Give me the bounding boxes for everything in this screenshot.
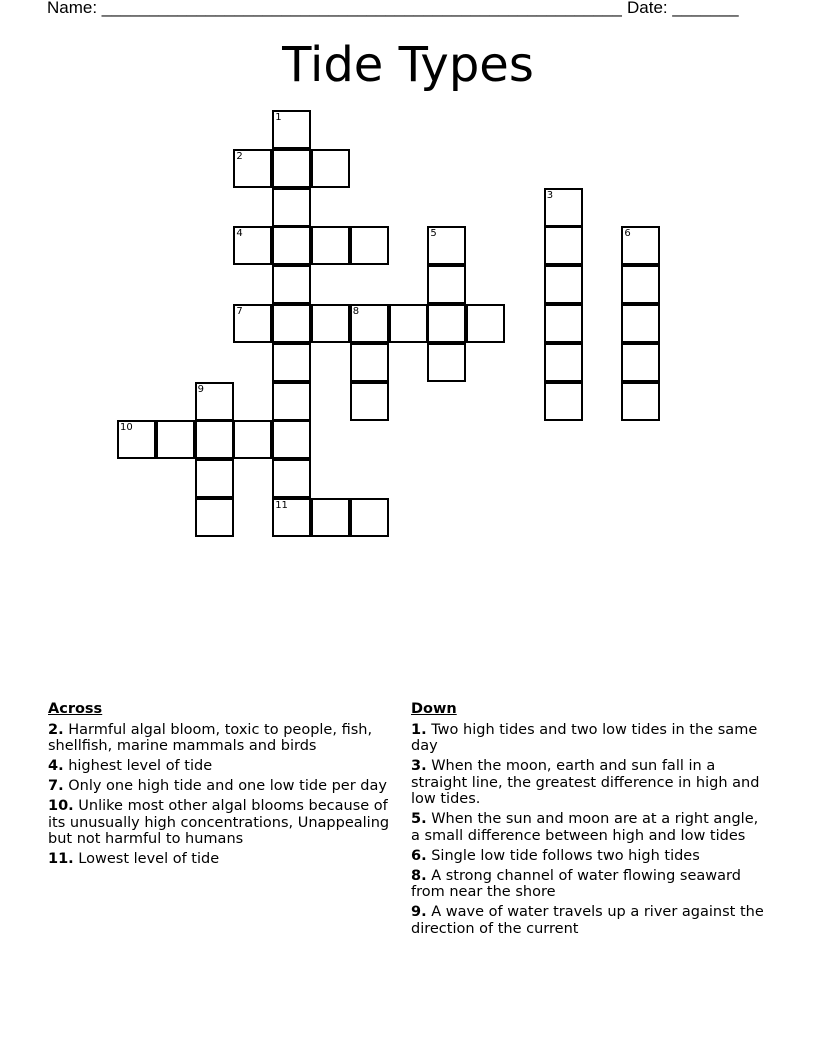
across-clues (48, 701, 398, 871)
crossword-cell[interactable] (233, 226, 272, 265)
crossword-cell[interactable] (195, 459, 234, 498)
clue-text: Only one high tide and one low tide per day (68, 778, 387, 794)
crossword-cell[interactable] (233, 304, 272, 343)
crossword-cell[interactable] (272, 459, 311, 498)
clue-text: Single low tide follows two high tides (431, 847, 700, 864)
cell-number: 10 (120, 422, 133, 434)
crossword-cell[interactable] (233, 420, 272, 459)
clue-text: Two high tides and two low tides in the same day (411, 721, 758, 754)
clue-number: 1. (411, 721, 427, 738)
clue-item (48, 798, 398, 848)
crossword-cell[interactable] (544, 188, 583, 227)
clue-text: When the sun and moon are at a right angle, a small difference between high and low tides (411, 811, 759, 844)
crossword-cell[interactable] (272, 265, 311, 304)
crossword-cell[interactable] (350, 343, 389, 382)
date-field-label: Date: _______ (627, 0, 739, 17)
crossword-cell[interactable] (233, 149, 272, 188)
clue-number: 4. (48, 758, 64, 774)
crossword-cell[interactable] (311, 226, 350, 265)
crossword-cell[interactable] (195, 420, 234, 459)
cell-number: 7 (236, 306, 243, 317)
crossword-cell[interactable] (621, 382, 660, 421)
crossword-cell[interactable] (195, 382, 234, 421)
name-field-label: Name: _______________________________________________________ (47, 0, 622, 17)
clue-text: A strong channel of water flowing seaward from near the shore (411, 867, 741, 900)
down-heading: Down (411, 701, 457, 717)
clue-item (411, 758, 771, 808)
crossword-cell[interactable] (544, 382, 583, 421)
crossword-cell[interactable] (466, 304, 505, 343)
crossword-cell[interactable] (117, 420, 156, 459)
clue-number: 3. (411, 758, 427, 774)
crossword-cell[interactable] (544, 226, 583, 265)
clue-number: 7. (48, 778, 64, 794)
cell-number: 6 (624, 228, 631, 240)
cell-number: 8 (352, 306, 360, 317)
across-clue-list (48, 722, 398, 868)
clue-text: Unlike most other algal blooms because of its unusually high concentrations, Unappealing but not harmful to humans (48, 798, 390, 847)
crossword-cell[interactable] (350, 498, 389, 537)
crossword-cell[interactable] (544, 343, 583, 382)
crossword-cell[interactable] (621, 304, 660, 343)
crossword-cell[interactable] (621, 343, 660, 382)
crossword-cell[interactable] (544, 265, 583, 304)
crossword-cell[interactable] (389, 304, 428, 343)
crossword-cell[interactable] (427, 343, 466, 382)
cell-number: 9 (197, 383, 204, 395)
clue-text: Harmful algal bloom, toxic to people, fish, shellfish, marine mammals and birds (48, 721, 373, 754)
clue-item (48, 758, 398, 775)
cell-number: 3 (546, 189, 554, 201)
crossword-cell[interactable] (427, 226, 466, 265)
clue-item (411, 722, 771, 755)
crossword-cell[interactable] (272, 343, 311, 382)
down-clue-list (411, 722, 771, 938)
crossword-cell[interactable] (272, 420, 311, 459)
cell-number: 1 (275, 112, 282, 123)
crossword-cell[interactable] (272, 382, 311, 421)
clue-text: When the moon, earth and sun fall in a straight line, the greatest difference in high and low tides. (411, 758, 760, 807)
clue-text: highest level of tide (68, 758, 213, 774)
crossword-cell[interactable] (427, 304, 466, 343)
clue-number: 10. (48, 798, 74, 814)
cell-number: 4 (236, 228, 243, 240)
crossword-cell[interactable] (427, 265, 466, 304)
clue-item (411, 904, 771, 937)
crossword-cell[interactable] (272, 110, 311, 149)
clue-number: 8. (411, 867, 427, 884)
crossword-cell[interactable] (544, 304, 583, 343)
cell-number: 11 (275, 500, 288, 511)
clue-number: 9. (411, 904, 427, 920)
clue-item (411, 868, 771, 901)
crossword-cell[interactable] (272, 188, 311, 227)
clue-number: 11. (48, 851, 74, 867)
cell-number: 2 (236, 150, 243, 162)
crossword-cell[interactable] (350, 226, 389, 265)
clue-number: 5. (411, 811, 427, 827)
crossword-cell[interactable] (311, 304, 350, 343)
across-heading: Across (48, 701, 103, 717)
crossword-cell[interactable] (272, 149, 311, 188)
clue-text: Lowest level of tide (78, 851, 220, 867)
crossword-cell[interactable] (621, 265, 660, 304)
clue-number: 2. (48, 721, 64, 738)
clue-item (48, 851, 398, 868)
crossword-cell[interactable] (311, 149, 350, 188)
crossword-cell[interactable] (272, 498, 311, 537)
crossword-cell[interactable] (350, 382, 389, 421)
clue-item (411, 811, 771, 844)
crossword-cell[interactable] (350, 304, 389, 343)
clue-item (48, 722, 398, 755)
clue-text: A wave of water travels up a river against the direction of the current (411, 904, 764, 937)
clue-item (48, 778, 398, 795)
page-title: Tide Types (282, 37, 534, 93)
clue-item (411, 848, 771, 865)
crossword-cell[interactable] (272, 304, 311, 343)
down-clues (411, 701, 771, 941)
crossword-cell[interactable] (272, 226, 311, 265)
crossword-cell[interactable] (156, 420, 195, 459)
crossword-cell[interactable] (621, 226, 660, 265)
clue-number: 6. (411, 847, 427, 864)
crossword-cell[interactable] (195, 498, 234, 537)
crossword-cell[interactable] (311, 498, 350, 537)
cell-number: 5 (430, 228, 437, 240)
